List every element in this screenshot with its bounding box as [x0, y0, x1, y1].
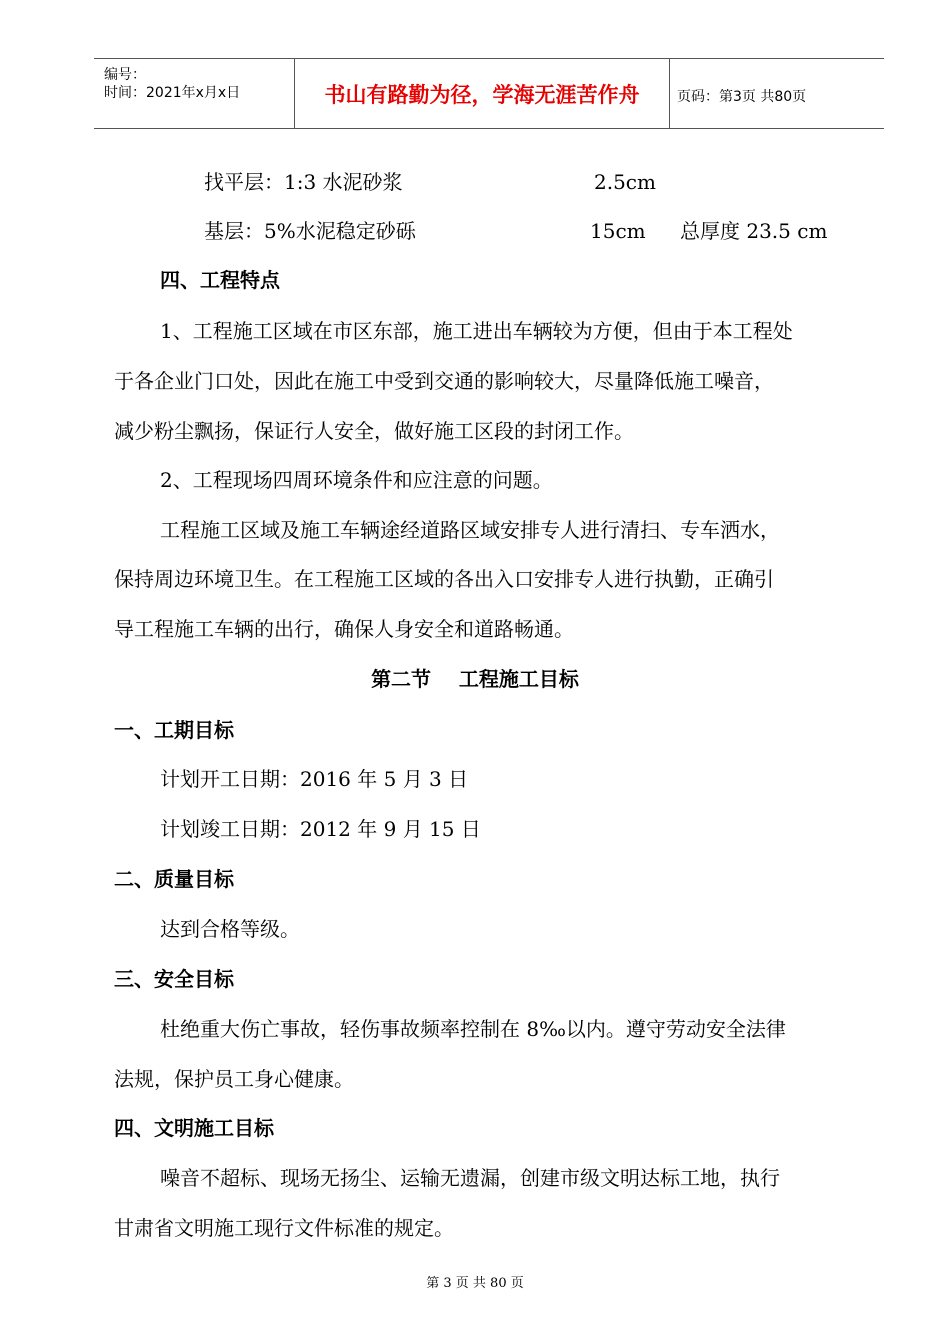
document-time-label: 时间：2021年x月x日	[104, 85, 241, 101]
paragraph-line: 噪音不超标、现场无扬尘、运输无遗漏，创建市级文明达标工地，执行	[160, 1166, 780, 1190]
paragraph-line: 甘肃省文明施工现行文件标准的规定。	[114, 1216, 454, 1240]
header-page-info: 页码：第3页 共80页	[677, 89, 807, 105]
section-title: 第二节 工程施工目标	[371, 667, 579, 691]
layer-total-thickness: 总厚度 23.5 cm	[680, 219, 828, 243]
layer-thickness: 15cm	[590, 219, 646, 243]
page-footer: 第 3 页 共 80 页	[426, 1276, 524, 1291]
document-number-label: 编号：	[104, 67, 146, 83]
schedule-heading: 一、工期目标	[114, 718, 234, 742]
start-date: 计划开工日期：2016 年 5 月 3 日	[160, 767, 469, 791]
layer-thickness: 2.5cm	[594, 170, 656, 194]
header-motto-cell	[294, 59, 670, 128]
paragraph-line: 法规，保护员工身心健康。	[114, 1067, 354, 1091]
header-page-cell	[669, 59, 884, 128]
paragraph-line: 导工程施工车辆的出行，确保人身安全和道路畅通。	[114, 617, 574, 641]
quality-heading: 二、质量目标	[114, 867, 234, 891]
quality-text: 达到合格等级。	[160, 917, 300, 941]
paragraph-line: 2、工程现场四周环境条件和应注意的问题。	[160, 468, 553, 492]
civil-heading: 四、文明施工目标	[114, 1116, 274, 1140]
end-date: 计划竣工日期：2012 年 9 月 15 日	[160, 817, 481, 841]
paragraph-line: 减少粉尘飘扬，保证行人安全，做好施工区段的封闭工作。	[114, 419, 634, 443]
paragraph-line: 1、工程施工区域在市区东部，施工进出车辆较为方便，但由于本工程处	[160, 319, 793, 343]
paragraph-line: 保持周边环境卫生。在工程施工区域的各出入口安排专人进行执勤，正确引	[114, 567, 774, 591]
header-meta-cell	[94, 59, 294, 128]
header-motto: 书山有路勤为径，学海无涯苦作舟	[324, 83, 640, 107]
paragraph-line: 杜绝重大伤亡事故，轻伤事故频率控制在 8‰以内。遵守劳动安全法律	[160, 1017, 786, 1041]
layer-name: 基层：5%水泥稳定砂砾	[204, 219, 416, 243]
paragraph-line: 工程施工区域及施工车辆途经道路区域安排专人进行清扫、专车洒水，	[160, 518, 780, 542]
page-header	[94, 58, 884, 129]
paragraph-line: 于各企业门口处，因此在施工中受到交通的影响较大，尽量降低施工噪音，	[114, 369, 774, 393]
safety-heading: 三、安全目标	[114, 967, 234, 991]
features-heading: 四、工程特点	[160, 268, 280, 292]
layer-name: 找平层：1:3 水泥砂浆	[204, 170, 403, 194]
